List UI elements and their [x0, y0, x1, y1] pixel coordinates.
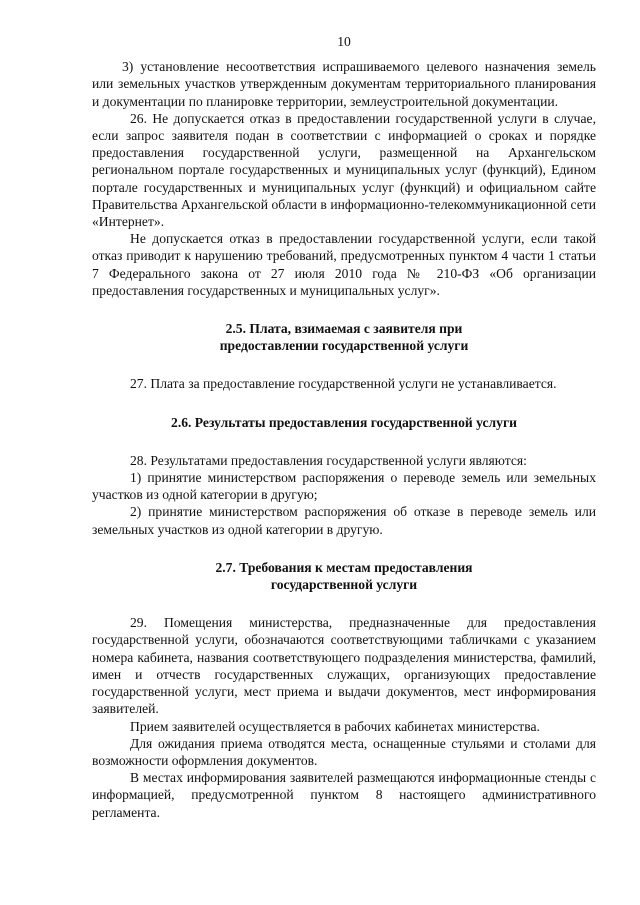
paragraph-29: 29. Помещения министерства, предназначенные для предоставления государственной услуги, обозначаются соответствующими табличками с указанием номера кабинета, названия соответствующего подразделения министерства, фамилий, имен и отчеств государственных служащих, организующих предоставление государственной услуги, мест приема и выдачи документов, мест информирования заявителей. — [92, 615, 596, 717]
spacer — [92, 393, 596, 414]
section-heading-2-7 — [92, 559, 596, 593]
paragraph-item-3: 3) установление несоответствия испрашиваемого целевого назначения земель или земельных участков утвержденным документам территориального планирования и документации по планировке территории, землеустроительной документации. — [92, 59, 596, 109]
paragraph-29-waiting: Для ожидания приема отводятся места, оснащенные стульями и столами для возможности оформления документов. — [92, 735, 596, 768]
section-heading-2-7-line1: 2.7. Требования к местам предоставления — [215, 559, 473, 575]
section-heading-2-5-line2: предоставлении государственной услуги — [219, 338, 469, 354]
section-heading-2-6: 2.6. Результаты предоставления государственной услуги — [171, 414, 517, 430]
paragraph-26: 26. Не допускается отказ в предоставлении государственной услуги в случае, если запрос заявителя подан в соответствии с информацией о сроках и порядке предоставления государственной услуги, размещенной на Архангельском региональном портале государственных и муниципальных услуг (функций), Едином портале государственных и муниципальных услуг (функций) и официальном сайте Правительства Архангельской области в информационно-телекоммуникационной сети «Интернет». — [92, 110, 596, 230]
paragraph-28-item-1: 1) принятие министерством распоряжения о переводе земель или земельных участков из одной категории в другую; — [92, 470, 596, 503]
section-heading-2-5 — [92, 320, 596, 354]
paragraph-28-item-2: 2) принятие министерством распоряжения об отказе в переводе земель или земельных участков из одной категории в другую. — [92, 504, 596, 537]
paragraph-28: 28. Результатами предоставления государственной услуги являются: — [130, 452, 527, 468]
spacer — [92, 299, 596, 320]
paragraph-29-reception: Прием заявителей осуществляется в рабочих кабинетах министерства. — [130, 718, 540, 734]
paragraph-27: 27. Плата за предоставление государственной услуги не устанавливается. — [130, 376, 557, 392]
spacer — [92, 431, 596, 452]
spacer — [92, 354, 596, 375]
section-heading-2-7-line2: государственной услуги — [270, 577, 418, 593]
section-heading-2-5-line1: 2.5. Плата, взимаемая с заявителя при — [225, 321, 463, 337]
page-number: 10 — [337, 34, 351, 49]
spacer — [92, 593, 596, 614]
spacer — [92, 538, 596, 559]
paragraph-29-info-stands: В местах информирования заявителей размещаются информационные стенды с информацией, предусмотренной пунктом 8 настоящего административного регламента. — [92, 770, 596, 820]
paragraph-26-continued: Не допускается отказ в предоставлении государственной услуги, если такой отказ приводит к нарушению требований, предусмотренных пунктом 4 части 1 статьи 7 Федерального закона от 27 июля 2010 года № 210-ФЗ «Об организации предоставления государственных и муниципальных услуг». — [92, 231, 596, 298]
